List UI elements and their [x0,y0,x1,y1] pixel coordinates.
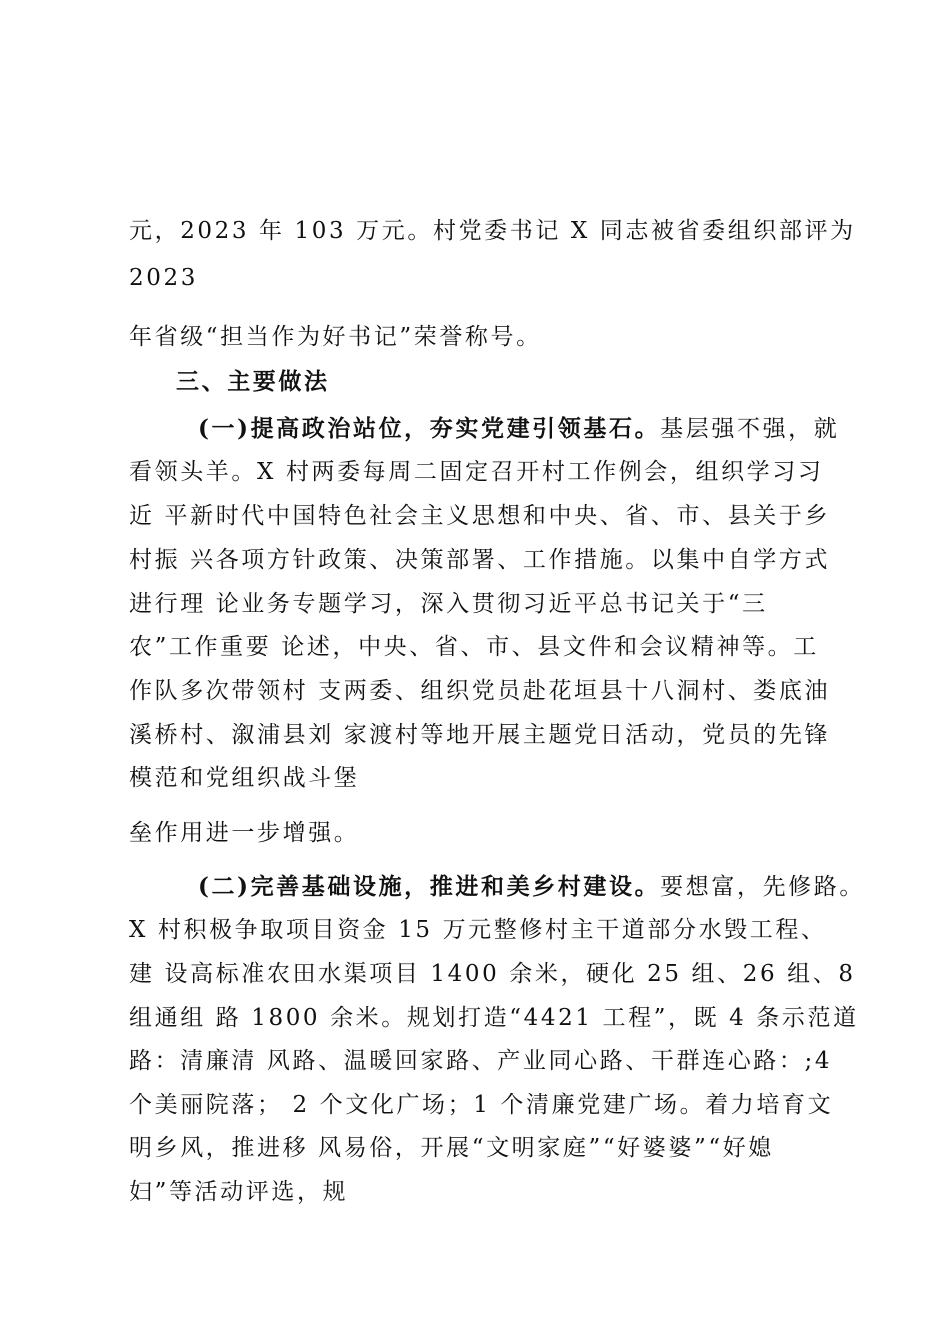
text-line: 看领头羊。X 村两委每周二固定召开村工作例会，组织学习习 [129,459,824,485]
text-line: 模范和党组织战斗堡 [129,765,360,791]
paragraph-first-line [198,872,865,902]
paragraph-first-text: 要想富，先修路。 [660,874,865,900]
text-line: 妇”等活动评选，规 [129,1179,349,1205]
text-line: 2023 [129,265,198,291]
paragraph-lead-heading: (二)完善基础设施，推进和美乡村建设。 [198,873,661,900]
text-line: X 村积极争取项目资金 15 万元整修村主干道部分水毁工程、 [129,917,827,943]
text-line: 进行理 论业务专题学习，深入贯彻习近平总书记关于“三 [129,591,768,617]
text-line: 路：清廉清 风路、温暖回家路、产业同心路、干群连心路：;4 [129,1048,833,1074]
text-line: 农”工作重要 论述，中央、省、市、县文件和会议精神等。工 [129,634,819,660]
section-heading: 三、主要做法 [176,368,330,395]
text-line: 作队多次带领村 支两委、组织党员赴花垣县十八洞村、娄底油 [129,678,831,704]
paragraph-first-text: 基层强不强，就 [660,416,840,442]
paragraph-lead-heading: (一)提高政治站位，夯实党建引领基石。 [198,415,661,442]
text-line: 年省级“担当作为好书记”荣誉称号。 [129,324,542,350]
text-line: 明乡风，推进移 风易俗，开展“文明家庭”“好婆婆”“好媳 [129,1135,774,1161]
text-line: 近 平新时代中国特色社会主义思想和中央、省、市、县关于乡 [129,503,831,529]
text-line: 村振 兴各项方针政策、决策部署、工作措施。以集中自学方式 [129,547,831,573]
paragraph-first-line [198,414,839,444]
text-line: 溪桥村、溆浦县刘 家渡村等地开展主题党日活动，党员的先锋 [129,722,831,748]
text-line: 建 设高标准农田水渠项目 1400 余米，硬化 25 组、26 组、8 [129,961,856,987]
text-line: 元，2023 年 103 万元。村党委书记 X 同志被省委组织部评为 [129,218,856,244]
text-line: 组通组 路 1800 余米。规划打造“4421 工程”，既 4 条示范道 [129,1005,859,1031]
text-line: 个美丽院落； 2 个文化广场；1 个清廉党建广场。着力培育文 [129,1092,834,1118]
text-line: 垒作用进一步增强。 [129,820,360,846]
